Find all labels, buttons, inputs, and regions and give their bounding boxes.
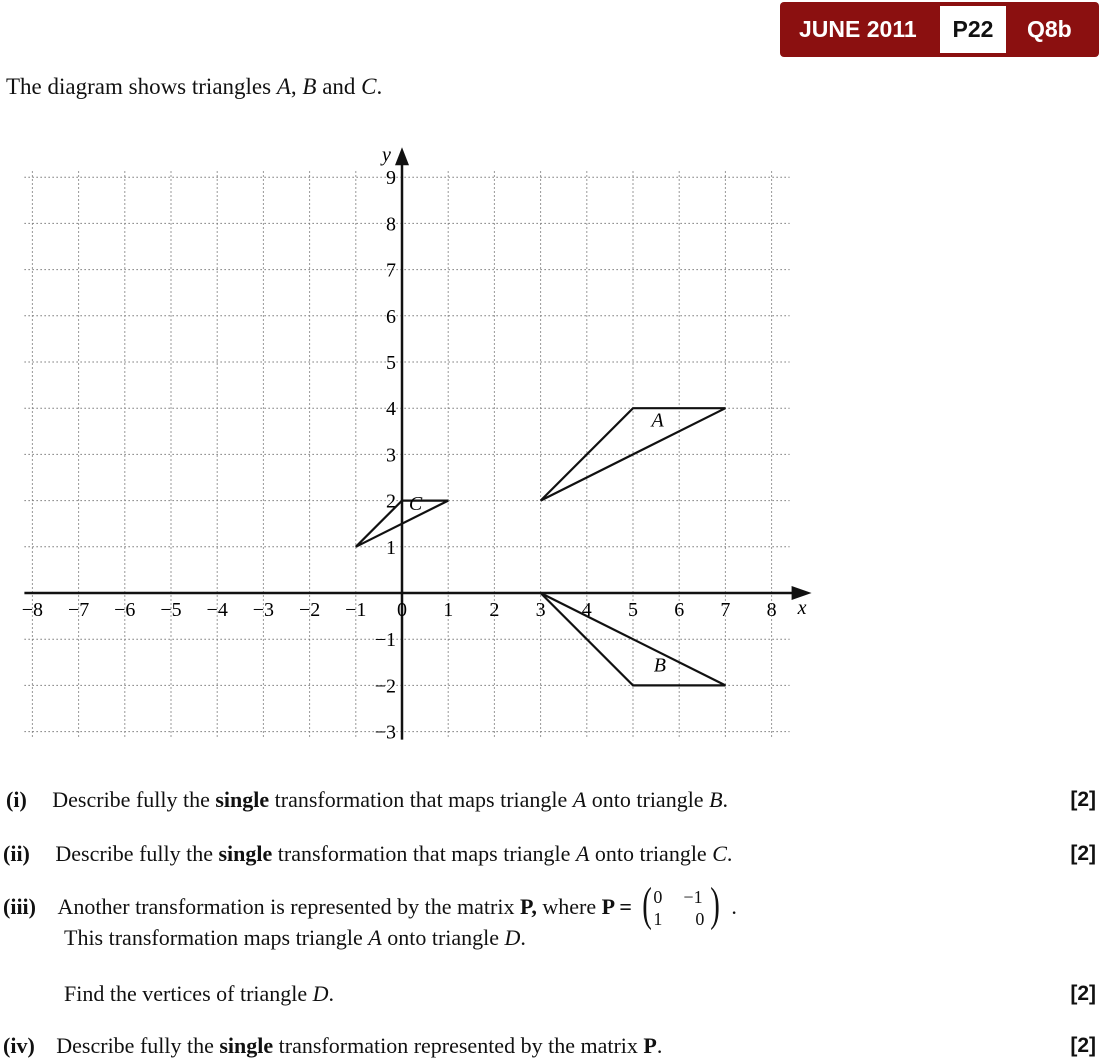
x-tick-label: 6 bbox=[674, 599, 685, 621]
x-tick-label: 3 bbox=[535, 599, 546, 621]
triangle-label-b: B bbox=[653, 654, 667, 677]
x-tick-label: −6 bbox=[114, 599, 136, 621]
x-tick-label: 7 bbox=[720, 599, 731, 621]
marks-iv: [2] bbox=[1070, 1034, 1096, 1057]
intro-text: The diagram shows triangles A, B and C. bbox=[6, 74, 383, 99]
x-tick-label: −7 bbox=[67, 599, 90, 621]
y-tick-label: −1 bbox=[374, 629, 396, 652]
coordinate-grid-chart bbox=[0, 135, 820, 750]
marks-ii: [2] bbox=[1070, 842, 1096, 865]
y-tick-label: 7 bbox=[386, 259, 396, 282]
question-ii: (ii) Describe fully the single transformation that maps triangle A onto triangle C. bbox=[3, 841, 733, 866]
matrix-p: ( 0 −1 1 0 ) bbox=[642, 878, 721, 931]
x-tick-label: 2 bbox=[489, 599, 500, 621]
x-tick-label: −4 bbox=[206, 599, 228, 621]
question-i: (i) Describe fully the single transformation that maps triangle A onto triangle B. bbox=[6, 787, 729, 812]
y-tick-label: −2 bbox=[374, 675, 396, 698]
y-tick-label: 6 bbox=[386, 305, 396, 328]
question-number: Q8b bbox=[1027, 16, 1072, 42]
x-tick-label: 5 bbox=[628, 599, 638, 621]
question-iv: (iv) Describe fully the single transformation represented by the matrix P. bbox=[3, 1033, 663, 1058]
question-iii-find: Find the vertices of triangle D. bbox=[64, 981, 335, 1006]
x-axis-label: x bbox=[797, 597, 807, 619]
exam-session: JUNE 2011 bbox=[799, 16, 917, 42]
y-tick-label: 1 bbox=[386, 536, 396, 559]
question-iii: (iii) Another transformation is represented by the matrix P, where P = ( 0 −1 1 0 ) . bbox=[3, 878, 737, 931]
y-tick-label: −3 bbox=[374, 721, 396, 744]
x-tick-label: 4 bbox=[581, 599, 592, 621]
triangle-label-a: A bbox=[651, 409, 664, 432]
x-tick-label: −2 bbox=[298, 599, 321, 621]
paper-number: P22 bbox=[940, 6, 1006, 53]
x-tick-label: 1 bbox=[443, 599, 454, 621]
marks-iii: [2] bbox=[1070, 982, 1096, 1005]
x-tick-label: 0 bbox=[397, 599, 407, 621]
y-tick-label: 9 bbox=[386, 167, 396, 190]
marks-i: [2] bbox=[1070, 788, 1096, 811]
x-tick-label: −1 bbox=[345, 599, 367, 621]
y-axis-label: y bbox=[382, 144, 391, 167]
x-tick-label: −3 bbox=[252, 599, 275, 621]
exam-reference-badge bbox=[780, 2, 1099, 57]
question-iii-line2: This transformation maps triangle A onto triangle D. bbox=[64, 925, 526, 950]
x-tick-label: 8 bbox=[766, 599, 777, 621]
triangle-label-c: C bbox=[408, 492, 423, 515]
y-tick-label: 2 bbox=[386, 490, 396, 513]
y-tick-label: 5 bbox=[386, 352, 396, 374]
x-tick-label: −5 bbox=[160, 599, 182, 621]
y-tick-label: 3 bbox=[386, 444, 396, 467]
y-tick-label: 8 bbox=[386, 213, 396, 236]
x-tick-label: −8 bbox=[21, 599, 44, 621]
y-axis-arrow bbox=[395, 147, 409, 165]
y-tick-label: 4 bbox=[386, 398, 396, 421]
